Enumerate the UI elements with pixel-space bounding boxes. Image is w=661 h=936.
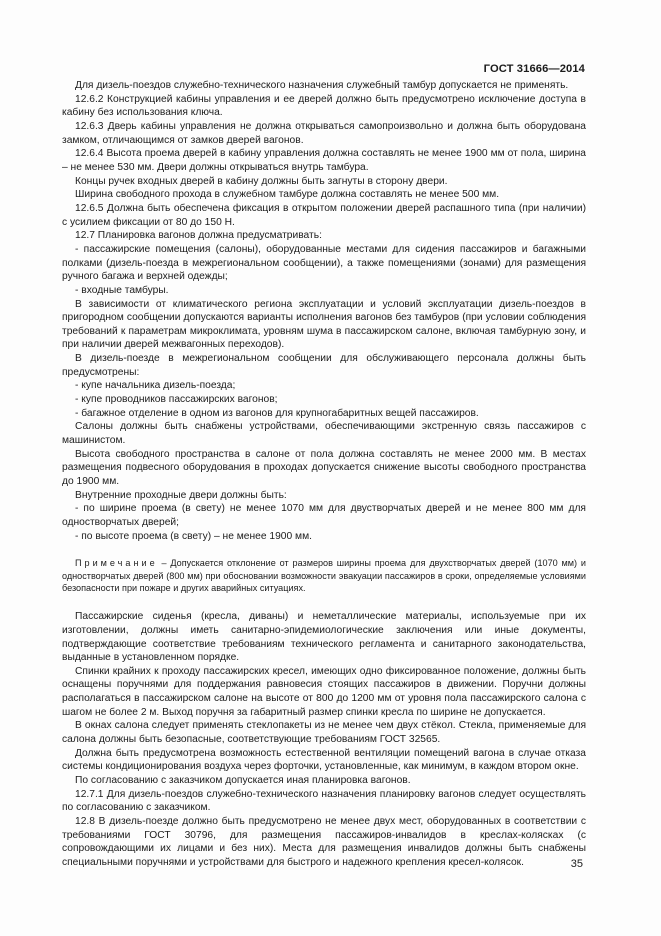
paragraph: В зависимости от климатического региона эксплуатации и условий эксплуатации дизель-поездов в пригородном сообщении допускаются варианты исполнения вагонов без тамбуров (при условии соблюдения требований к параметрам микроклимата, уровням шума в пассажирском салоне, включая тамбурную зону, и при наличии дверей межвагонных переходов).	[62, 298, 586, 351]
paragraph: По согласованию с заказчиком допускается иная планировка вагонов.	[75, 775, 411, 787]
list-item: - по ширине проема (в свету) не менее 1070 мм для двустворчатых дверей и не менее 800 мм для одностворчатых дверей;	[62, 503, 586, 528]
paragraph: Спинки крайних к проходу пассажирских кресел, имеющих одно фиксированное положение, должны быть оснащены поручнями для поддержания равновесия стоящих пассажиров в движении. Поручни должны располагаться в пассажирском салоне на высоте от 800 до 1200 мм от уровня пола пассажирского салона с шагом не более 2 м. Выход поручня за габаритный размер спинки кресла по ширине не допускается.	[62, 665, 586, 718]
paragraph: 12.6.5 Должна быть обеспечена фиксация в открытом положении дверей распашного типа (при наличии) с усилием фиксации от 80 до 150 Н.	[62, 202, 586, 228]
list-item: - входные тамбуры.	[75, 284, 169, 296]
document-body	[62, 79, 586, 870]
paragraph: В дизель-поезде в межрегиональном сообщении для обслуживающего персонала должны быть предусмотрены:	[62, 353, 586, 378]
list-item: - пассажирские помещения (салоны), оборудованные местами для сидения пассажиров и багажными полками (дизель-поезда в межрегиональном сообщении), а также помещениями (зонами) для размещения ручного багажа и верхней одежды;	[62, 243, 586, 283]
paragraph: Для дизель-поездов служебно-технического назначения служебный тамбур допускается не применять.	[75, 80, 569, 91]
page-number: 35	[570, 858, 583, 870]
paragraph: 12.7 Планировка вагонов должна предусматривать:	[75, 230, 322, 242]
paragraph: 12.8 В дизель-поезде должно быть предусмотрено не менее двух мест, оборудованных в соответствии с требованиями ГОСТ 30796, для размещения пассажиров-инвалидов в креслах-колясках (с сопровождающими их лицами и без них). Места для размещения инвалидов должны быть снабжены специальными поручнями и устройствами для быстрого и надежного крепления кресел-колясок.	[62, 816, 586, 869]
paragraph: Должна быть предусмотрена возможность естественной вентиляции помещений вагона в случае отказа системы кондиционирования воздуха через форточки, установленные, как минимум, в каждом втором окне.	[62, 747, 586, 773]
paragraph: 12.7.1 Для дизель-поездов служебно-технического назначения планировку вагонов следует осуществлять по согласованию с заказчиком.	[62, 788, 586, 814]
list-item: - по высоте проема (в свету) – не менее 1900 мм.	[75, 530, 312, 542]
list-item: - купе проводников пассажирских вагонов;	[75, 394, 278, 406]
paragraph: 12.6.2 Конструкцией кабины управления и ее дверей должно быть предусмотрено исключение доступа в кабину без использования ключа.	[62, 93, 586, 119]
paragraph: Пассажирские сиденья (кресла, диваны) и неметаллические материалы, используемые при их изготовлении, должны иметь санитарно-эпидемиологические заключения или иные документы, подтверждающие соответствие требованиям технического регламента и санитарного законодательства, выданные в установленном порядке.	[62, 611, 586, 664]
list-item: - багажное отделение в одном из вагонов для крупногабаритных вещей пассажиров.	[75, 407, 479, 419]
paragraph: 12.6.3 Дверь кабины управления не должна открываться самопроизвольно и должна быть оборудована замком, отличающимся от замков дверей вагонов.	[62, 120, 586, 146]
paragraph: Салоны должны быть снабжены устройствами, обеспечивающими экстренную связь пассажиров с машинистом.	[62, 421, 586, 447]
note-text: – Допускается отклонение от размеров ширины проема для двухстворчатых дверей (1070 мм) и одностворчатых дверей (800 мм) при обосновании возможности эвакуации пассажиров в сроки, определяемые условиями безопасности при пожаре и других аварийных ситуациях.	[62, 558, 586, 593]
document-id: ГОСТ 31666—2014	[483, 63, 585, 75]
paragraph: Внутренние проходные двери должны быть:	[75, 489, 287, 501]
paragraph: Высота свободного пространства в салоне от пола должна составлять не менее 2000 мм. В местах размещения подвесного оборудования в проходах допускается снижение высоты свободного пространства до 1900 мм.	[62, 448, 586, 488]
paragraph: Концы ручек входных дверей в кабину должны быть загнуты в сторону двери.	[75, 175, 448, 187]
paragraph: Ширина свободного прохода в служебном тамбуре должна составлять не менее 500 мм.	[75, 189, 500, 201]
paragraph: В окнах салона следует применять стеклопакеты из не менее чем двух стёкол. Стекла, применяемые для салона должны быть безопасные, соответствующие требованиям ГОСТ 32565.	[62, 720, 586, 746]
note	[62, 557, 586, 594]
note-label: Примечание	[75, 558, 158, 569]
paragraph: 12.6.4 Высота проема дверей в кабину управления должна составлять не менее 1900 мм от пола, ширина – не менее 530 мм. Двери должны открываться внутрь тамбура.	[62, 148, 586, 173]
list-item: - купе начальника дизель-поезда;	[75, 380, 236, 392]
